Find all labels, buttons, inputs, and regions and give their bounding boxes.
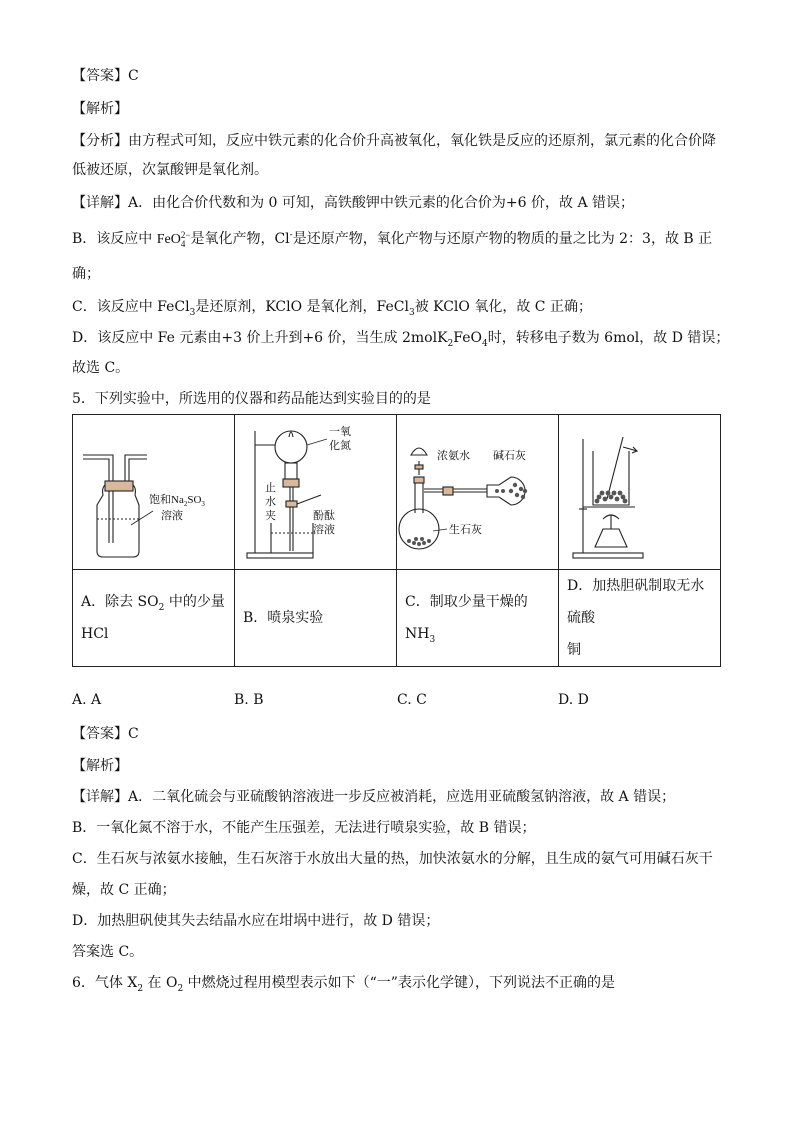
ferrate-ion (156, 229, 191, 249)
fig-a-label-sub2: 3 (201, 500, 205, 508)
figure-c-cell (397, 415, 559, 570)
answer-value: C (128, 68, 139, 84)
fig-a-label-1: 饱和Na (149, 494, 184, 506)
q6-stem-text-1: 6．气体 X (72, 975, 138, 991)
option-b-label (235, 570, 397, 667)
detail-d-text-3: 时，转移电子数为 6mol，故 D 错误； (487, 330, 730, 346)
detail-c-text-3: 被 KClO 氧化，故 C 正确； (414, 299, 592, 315)
ferrate-ion-charge: 2− (180, 229, 191, 240)
figure-d-cell (559, 415, 721, 570)
option-a-text-3: HCl (81, 626, 109, 642)
q4-detail-a (72, 193, 634, 213)
detail-a-text: A．二氧化硫会与亚硫酸钠溶液进一步反应被消耗，应选用亚硫酸氢钠溶液，故 A 错误； (128, 789, 676, 805)
option-c-text-2: NH (405, 626, 430, 642)
fig-b-label-no-1: 一氧 (329, 426, 351, 438)
detail-b-text-3: 是还原产物，氧化产物与还原产物的物质的量之比为 2：3，故 B 正 (292, 231, 713, 247)
q4-fenxi-line2: 低被还原，次氯酸钾是氧化剂。 (72, 162, 268, 178)
q6-stem (72, 973, 615, 993)
q5-analysis-tag: 【解析】 (72, 758, 128, 774)
q5-options-table (72, 414, 721, 667)
detail-tag: 【详解】 (72, 195, 128, 211)
answer-tag: 【答案】 (72, 68, 128, 84)
option-a-text-1: A．除去 SO (81, 594, 159, 610)
detail-c-sub1: 3 (189, 307, 196, 318)
q4-fenxi-line1 (72, 131, 716, 151)
choice-c[interactable]: C. C (397, 692, 427, 708)
q5-answer-line (72, 724, 139, 744)
q6-stem-sub1: 2 (137, 983, 144, 994)
figure-b-cell (235, 415, 397, 570)
gas-washing-bottle-figure (73, 415, 246, 569)
answer-tag: 【答案】 (72, 726, 128, 742)
fig-a-label-2: SO (187, 494, 202, 506)
detail-tag: 【详解】 (72, 789, 128, 805)
option-a-sub: 2 (158, 602, 165, 613)
q5-detail-b: B．一氧化氮不溶于水，不能产生压强差，无法进行喷泉实验，故 B 错误； (72, 820, 536, 836)
option-d-text-2: 铜 (567, 642, 581, 658)
fenxi-text-1: 由方程式可知，反应中铁元素的化合价升高被氧化，氧化铁是反应的还原剂，氯元素的化合价降 (128, 133, 716, 149)
q4-answer-line (72, 66, 139, 86)
q5-detail-c-line2: 燥，故 C 正确； (72, 882, 176, 898)
q5-stem: 5．下列实验中，所选用的仪器和药品能达到实验目的的是 (72, 391, 431, 407)
q6-stem-text-3: 中燃烧过程用模型表示如下（“一”表示化学键），下列说法不正确的是 (183, 975, 615, 991)
fig-b-label-no-2: 化氮 (329, 440, 351, 452)
fig-b-label-phen-1: 酚酞 (313, 510, 335, 522)
fig-a-label-sub1: 2 (183, 500, 188, 508)
q4-conclusion: 故选 C。 (72, 360, 130, 376)
detail-b-text-2: 是氧化产物，Cl (190, 231, 290, 247)
choice-b[interactable]: B. B (234, 692, 264, 708)
option-a-text-2: 中的少量 (164, 594, 225, 610)
q4-detail-c (72, 297, 592, 317)
fig-b-label-phen-2: 溶液 (313, 524, 335, 536)
q5-conclusion: 答案选 C。 (72, 944, 144, 960)
fig-b-label-clip-2: 水 (265, 496, 276, 508)
detail-c-text-1: C．该反应中 FeCl (72, 299, 190, 315)
fig-c-label-lime: 生石灰 (449, 524, 482, 536)
detail-d-text-2: FeO (453, 330, 482, 346)
figure-a-cell (73, 415, 235, 570)
q4-detail-d (72, 328, 729, 348)
q5-detail-c-line1: C．生石灰与浓氨水接触，生石灰溶于水放出大量的热，加快浓氨水的分解，且生成的氨气可用碱石灰干 (72, 851, 713, 867)
q5-detail-a (72, 787, 675, 807)
fig-b-label-clip-1: 止 (265, 482, 276, 494)
detail-d-sub2: 4 (481, 338, 488, 349)
option-c-label (397, 570, 559, 667)
ammonia-generation-figure (397, 415, 564, 569)
q6-stem-text-2: 在 O (143, 975, 178, 991)
fig-b-label-clip-3: 夹 (265, 510, 276, 522)
fountain-experiment-figure (235, 415, 358, 569)
choice-a[interactable]: A. A (72, 692, 102, 708)
option-b-text: B．喷泉实验 (243, 610, 324, 626)
chloride-charge: - (289, 230, 293, 241)
fig-c-label-soda: 碱石灰 (493, 450, 526, 462)
heating-beaker-figure (559, 415, 742, 569)
option-c-sub: 3 (429, 634, 436, 645)
svg-text:饱和Na2SO3 (149, 492, 205, 508)
answer-value: C (128, 726, 139, 742)
fig-c-label-ammonia: 浓氨水 (437, 450, 470, 462)
fenxi-tag: 【分析】 (72, 133, 128, 149)
detail-c-text-2: 是还原剂，KClO 是氧化剂，FeCl (195, 299, 409, 315)
detail-d-text-1: D．该反应中 Fe 元素由+3 价上升到+6 价，当生成 2molK (72, 330, 448, 346)
choice-d[interactable]: D. D (558, 692, 589, 708)
q4-detail-b-cont: 确； (72, 266, 100, 282)
q5-detail-d: D．加热胆矾使其失去结晶水应在坩埚中进行，故 D 错误； (72, 913, 440, 929)
detail-d-sub1: 2 (447, 338, 454, 349)
ferrate-ion-sub: 4 (180, 238, 186, 249)
option-c-text-1: C．制取少量干燥的 (405, 594, 528, 610)
fig-a-label-3: 溶液 (161, 510, 183, 522)
detail-a-text: A．由化合价代数和为 0 可知，高铁酸钾中铁元素的化合价为+6 价，故 A 错误； (128, 195, 635, 211)
q4-detail-b (72, 229, 712, 250)
ferrate-ion-symbol: FeO (156, 232, 181, 247)
detail-b-text-1: B．该反应中 (72, 231, 153, 247)
option-d-label (559, 570, 721, 667)
q4-analysis-tag: 【解析】 (72, 101, 128, 117)
detail-c-sub2: 3 (408, 307, 415, 318)
option-a-label (73, 570, 235, 667)
q5-choices (72, 692, 692, 712)
option-d-text-1: D．加热胆矾制取无水硫酸 (567, 578, 705, 626)
q6-stem-sub2: 2 (177, 983, 184, 994)
